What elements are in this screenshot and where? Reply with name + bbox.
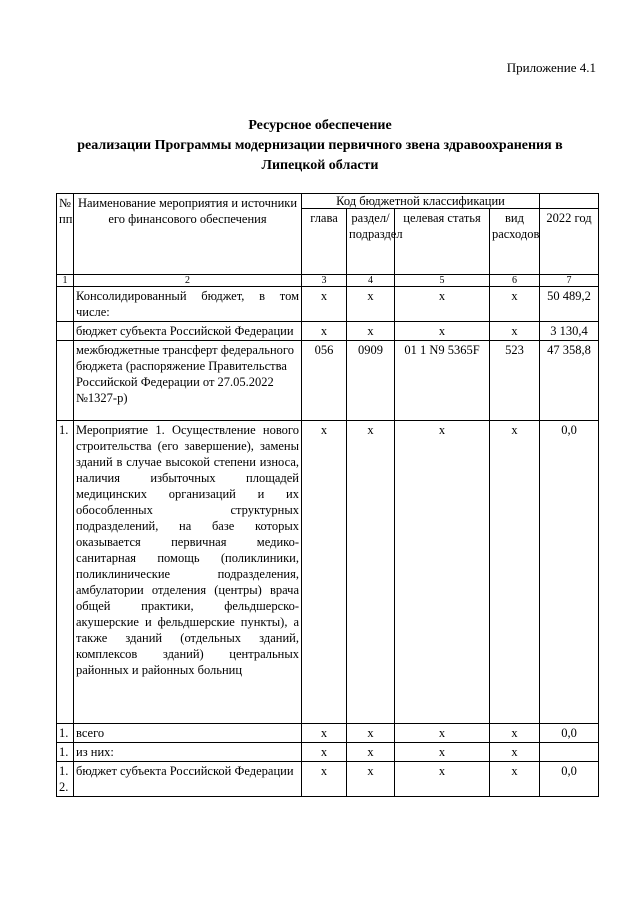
- row-vid: 523: [490, 341, 540, 421]
- row-target: х: [395, 762, 490, 797]
- row-razdel: х: [347, 762, 395, 797]
- row-glava: х: [302, 287, 347, 322]
- row-year: 47 358,8: [540, 341, 599, 421]
- row-target: х: [395, 287, 490, 322]
- row-name: межбюджетные трансферт федерального бюджета (распоряжение Правительства Российской Федерации от 27.05.2022 №1327-р): [74, 341, 302, 421]
- document-title: [40, 116, 600, 176]
- row-year: 0,0: [540, 421, 599, 724]
- row-glava: х: [302, 724, 347, 743]
- appendix-label: Приложение 4.1: [506, 60, 596, 75]
- resource-table: [56, 193, 599, 797]
- row-razdel: х: [347, 421, 395, 724]
- title-line-3: Липецкой области: [261, 158, 379, 173]
- table-row: [57, 322, 599, 341]
- row-name: бюджет субъекта Российской Федерации: [74, 762, 302, 797]
- row-year: 0,0: [540, 724, 599, 743]
- title-line-1: Ресурсное обеспечение: [248, 118, 392, 133]
- header-target: целевая статья: [395, 209, 490, 275]
- header-row-1: [57, 194, 599, 209]
- row-num: 1. 2.: [57, 762, 74, 797]
- row-vid: х: [490, 421, 540, 724]
- row-vid: х: [490, 322, 540, 341]
- row-razdel: 0909: [347, 341, 395, 421]
- table-row: [57, 421, 599, 724]
- header-kbk: Код бюджетной классификации: [302, 194, 540, 209]
- row-vid: х: [490, 724, 540, 743]
- colnum: 5: [395, 275, 490, 287]
- row-vid: х: [490, 743, 540, 762]
- row-target: х: [395, 743, 490, 762]
- row-num: 1.: [57, 724, 74, 743]
- row-razdel: х: [347, 322, 395, 341]
- row-glava: х: [302, 762, 347, 797]
- colnum: 4: [347, 275, 395, 287]
- colnum: 6: [490, 275, 540, 287]
- header-num: № пп: [57, 194, 74, 275]
- row-num: [57, 287, 74, 322]
- row-name: Консолидированный бюджет, в том числе:: [74, 287, 302, 322]
- header-name: Наименование мероприятия и источники его финансового обеспечения: [74, 194, 302, 275]
- row-name: всего: [74, 724, 302, 743]
- row-glava: х: [302, 743, 347, 762]
- column-number-row: [57, 275, 599, 287]
- row-vid: х: [490, 762, 540, 797]
- table-row: [57, 743, 599, 762]
- row-year: 50 489,2: [540, 287, 599, 322]
- row-num: 1.: [57, 421, 74, 724]
- row-num: 1.: [57, 743, 74, 762]
- title-line-2: реализации Программы модернизации первичного звена здравоохранения в: [77, 138, 563, 153]
- header-vid: вид расходов: [490, 209, 540, 275]
- row-glava: х: [302, 322, 347, 341]
- row-year: 3 130,4: [540, 322, 599, 341]
- row-target: 01 1 N9 5365F: [395, 341, 490, 421]
- colnum: 3: [302, 275, 347, 287]
- colnum: 7: [540, 275, 599, 287]
- header-empty: [540, 194, 599, 209]
- row-razdel: х: [347, 743, 395, 762]
- row-year: 0,0: [540, 762, 599, 797]
- table-row: [57, 341, 599, 421]
- row-razdel: х: [347, 724, 395, 743]
- table-row: [57, 762, 599, 797]
- row-target: х: [395, 322, 490, 341]
- header-razdel: раздел/подраздел: [347, 209, 395, 275]
- header-glava: глава: [302, 209, 347, 275]
- row-target: х: [395, 724, 490, 743]
- row-target: х: [395, 421, 490, 724]
- row-year: [540, 743, 599, 762]
- row-num: [57, 322, 74, 341]
- row-glava: х: [302, 421, 347, 724]
- row-vid: х: [490, 287, 540, 322]
- row-name: бюджет субъекта Российской Федерации: [74, 322, 302, 341]
- row-razdel: х: [347, 287, 395, 322]
- row-name: Мероприятие 1. Осуществление нового строительства (его завершение), замены зданий в случае высокой степени износа, наличия избыточных площадей медицинских организаций и их обособленных структурных подразделений, на базе которых оказывается первичная медико-санитарная помощь (поликлиники, поликлинические подразделения, амбулатории отделения (центры) врача общей практики, фельдшерско-акушерские и фельдшерские пункты), а также зданий (отдельных зданий, комплексов зданий) центральных районных и районных больниц: [74, 421, 302, 724]
- row-glava: 056: [302, 341, 347, 421]
- row-name: из них:: [74, 743, 302, 762]
- header-year: 2022 год: [540, 209, 599, 275]
- colnum: 1: [57, 275, 74, 287]
- row-num: [57, 341, 74, 421]
- table-row: [57, 287, 599, 322]
- table-row: [57, 724, 599, 743]
- colnum: 2: [74, 275, 302, 287]
